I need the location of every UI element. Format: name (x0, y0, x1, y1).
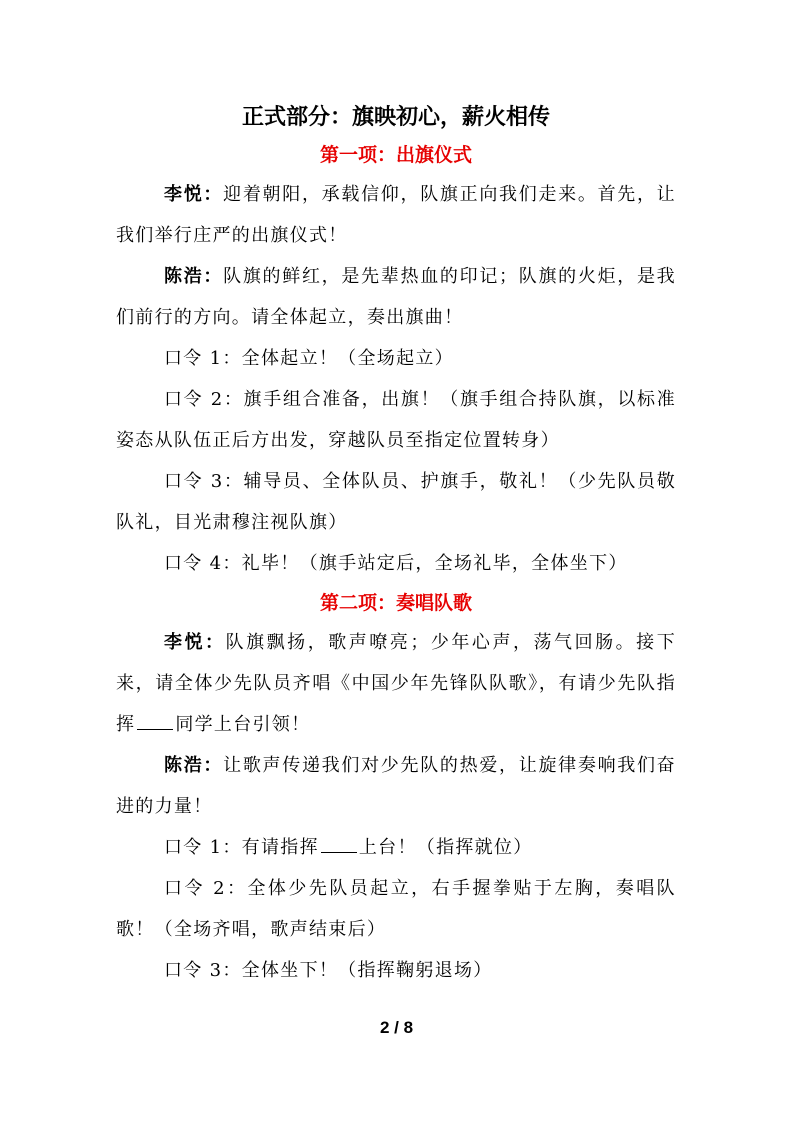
command-2-2: 口令 2：全体少先队员起立，右手握拳贴于左胸，奏唱队歌！（全场齐唱，歌声结束后） (116, 878, 676, 940)
document-body (116, 100, 676, 991)
speaker-label: 李悦： (164, 184, 224, 205)
paragraph-text: 迎着朝阳，承载信仰，队旗正向我们走来。首先，让我们举行庄严的出旗仪式！ (116, 184, 676, 246)
fill-in-blank (321, 838, 357, 853)
fill-in-blank (137, 715, 173, 730)
main-title: 正式部分：旗映初心，薪火相传 (241, 105, 550, 130)
paragraph-text: 队旗的鲜红，是先辈热血的印记；队旗的火炬，是我们前行的方向。请全体起立，奏出旗曲！ (116, 266, 676, 328)
paragraph-text: 同学上台引领！ (175, 714, 311, 735)
command-1-1: 口令 1：全体起立！（全场起立） (164, 348, 454, 369)
section-title-2: 第二项：奏唱队歌 (319, 592, 472, 614)
command-1-3: 口令 3：辅导员、全体队员、护旗手，敬礼！（少先队员敬队礼，目光肃穆注视队旗） (116, 471, 676, 533)
paragraph-chenhao-2 (116, 745, 676, 827)
command-2-1 (116, 827, 676, 868)
command-text: 口令 1：有请指挥 (164, 837, 319, 858)
command-1-2: 口令 2：旗手组合准备，出旗！（旗手组合持队旗，以标准姿态从队伍正后方出发，穿越队员至指定位置转身） (116, 389, 676, 451)
speaker-label: 陈浩： (164, 266, 224, 287)
paragraph-chenhao-1 (116, 256, 676, 338)
paragraph-text: 队旗飘扬，歌声嘹亮；少年心声，荡气回肠。接下来，请全体少先队员齐唱《中国少年先锋队队歌》，有请少先队指挥 (116, 632, 676, 735)
page-number: 2 / 8 (379, 1018, 414, 1037)
section-title-1: 第一项：出旗仪式 (319, 144, 472, 166)
command-2-3: 口令 3：全体坐下！（指挥鞠躬退场） (164, 960, 493, 981)
command-1-4: 口令 4：礼毕！（旗手站定后，全场礼毕，全体坐下） (164, 553, 628, 574)
command-text: 上台！（指挥就位） (358, 837, 533, 858)
speaker-label: 李悦： (164, 632, 226, 653)
speaker-label: 陈浩： (164, 755, 224, 776)
paragraph-liyue-1 (116, 174, 676, 256)
paragraph-liyue-2 (116, 622, 676, 745)
paragraph-text: 让歌声传递我们对少先队的热爱，让旋律奏响我们奋进的力量！ (116, 755, 676, 817)
